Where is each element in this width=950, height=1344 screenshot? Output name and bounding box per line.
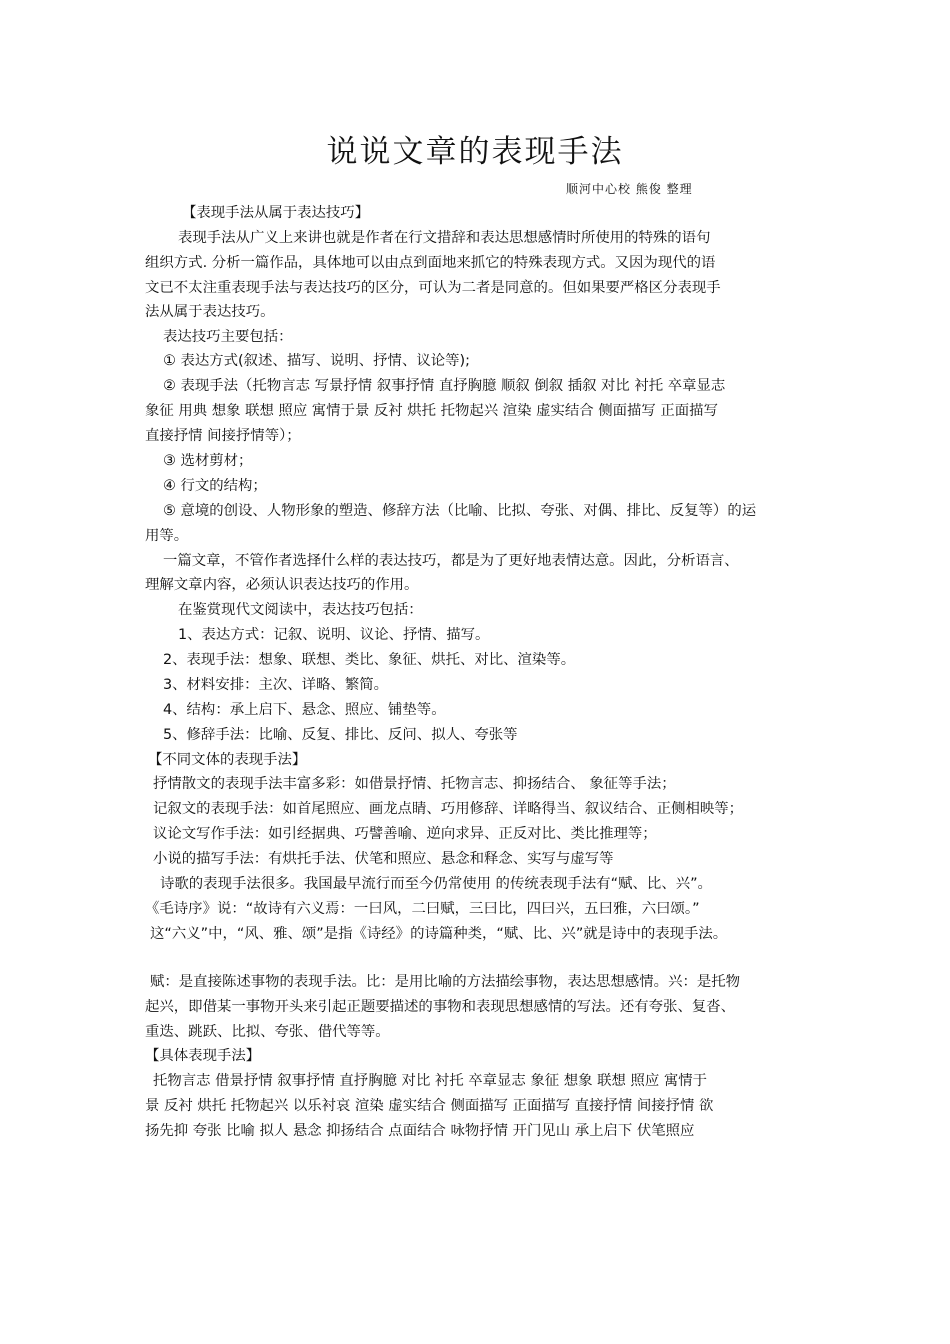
list-item: ④ 行文的结构； (163, 478, 267, 494)
paragraph-line: 在鉴赏现代文阅读中，表达技巧包括： (178, 602, 423, 618)
paragraph-line: 诗歌的表现手法很多。我国最早流行而至今仍常使用 的传统表现手法有“赋、比、兴”。 (160, 876, 712, 892)
paragraph-line: 用等。 (145, 528, 189, 544)
list-item: 4、结构：承上启下、悬念、照应、铺垫等。 (163, 702, 446, 718)
document-byline: 顺河中心校 熊俊 整理 (566, 182, 693, 196)
list-item: 5、修辞手法：比喻、反复、排比、反问、拟人、夸张等 (163, 727, 518, 743)
paragraph-line: 扬先抑 夸张 比喻 拟人 悬念 抑扬结合 点面结合 咏物抒情 开门见山 承上启下 伏笔照应 (145, 1123, 695, 1139)
paragraph-line: 赋：是直接陈述事物的表现手法。比：是用比喻的方法描绘事物，表达思想感情。兴：是托物 (150, 974, 741, 990)
paragraph-line: 法从属于表达技巧。 (145, 304, 275, 320)
list-item: 3、材料安排：主次、详略、繁简。 (163, 677, 389, 693)
paragraph-line: 小说的描写手法：有烘托手法、伏笔和照应、悬念和释念、实写与虚写等 (153, 851, 614, 867)
section-heading: 【具体表现手法】 (145, 1048, 261, 1064)
paragraph-line: 景 反衬 烘托 托物起兴 以乐衬哀 渲染 虚实结合 侧面描写 正面描写 直接抒情 间接抒情 欲 (145, 1098, 714, 1114)
paragraph-line: 托物言志 借景抒情 叙事抒情 直抒胸臆 对比 衬托 卒章显志 象征 想象 联想 照应 寓情于 (153, 1073, 707, 1089)
document-title: 说说文章的表现手法 (326, 134, 624, 170)
list-item: ⑤ 意境的创设、人物形象的塑造、修辞方法（比喻、比拟、夸张、对偶、排比、反复等）的运 (163, 503, 757, 519)
paragraph-line: 重迭、跳跃、比拟、夸张、借代等等。 (145, 1024, 390, 1040)
list-item: 1、表达方式：记叙、说明、议论、抒情、描写。 (178, 627, 490, 643)
list-item: ① 表达方式(叙述、描写、说明、抒情、议论等); (163, 353, 470, 369)
paragraph-line: 《毛诗序》说：“故诗有六义焉：一曰风，二曰赋，三曰比，四曰兴，五曰雅，六曰颂。” (145, 901, 700, 917)
list-item: ③ 选材剪材； (163, 453, 253, 469)
paragraph-line: 起兴，即借某一事物开头来引起正题要描述的事物和表现思想感情的写法。还有夸张、复沓、 (145, 999, 736, 1015)
paragraph-line: 表现手法从广义上来讲也就是作者在行文措辞和表达思想感情时所使用的特殊的语句 (178, 230, 711, 246)
list-item: 2、表现手法：想象、联想、类比、象征、烘托、对比、渲染等。 (163, 652, 576, 668)
paragraph-line: 组织方式. 分析一篇作品，具体地可以由点到面地来抓它的特殊表现方式。又因为现代的语 (145, 255, 716, 271)
paragraph-line: 理解文章内容，必须认识表达技巧的作用。 (145, 577, 419, 593)
paragraph-line: 议论文写作手法：如引经据典、巧譬善喻、逆向求异、正反对比、类比推理等； (153, 826, 657, 842)
paragraph-line: 这“六义”中，“风、雅、颂”是指《诗经》的诗篇种类，“赋、比、兴”就是诗中的表现手法。 (150, 926, 728, 942)
section-heading: 【不同文体的表现手法】 (148, 752, 307, 768)
section-heading: 【表现手法从属于表达技巧】 (182, 205, 370, 221)
paragraph-line: 表达技巧主要包括： (163, 329, 293, 345)
paragraph-line: 一篇文章，不管作者选择什么样的表达技巧，都是为了更好地表情达意。因此，分析语言、 (163, 553, 739, 569)
paragraph-line: 直接抒情 间接抒情等）； (145, 428, 301, 444)
paragraph-line: 记叙文的表现手法：如首尾照应、画龙点睛、巧用修辞、详略得当、叙议结合、正侧相映等； (153, 801, 744, 817)
paragraph-line: 抒情散文的表现手法丰富多彩：如借景抒情、托物言志、抑扬结合、 象征等手法； (153, 776, 676, 792)
paragraph-line: 象征 用典 想象 联想 照应 寓情于景 反衬 烘托 托物起兴 渲染 虚实结合 侧面描写 正面描写 (145, 403, 718, 419)
paragraph-line: 文已不太注重表现手法与表达技巧的区分，可认为二者是同意的。但如果要严格区分表现手 (145, 280, 721, 296)
list-item: ② 表现手法（托物言志 写景抒情 叙事抒情 直抒胸臆 顺叙 倒叙 插叙 对比 衬托 卒章显志 (163, 378, 726, 394)
